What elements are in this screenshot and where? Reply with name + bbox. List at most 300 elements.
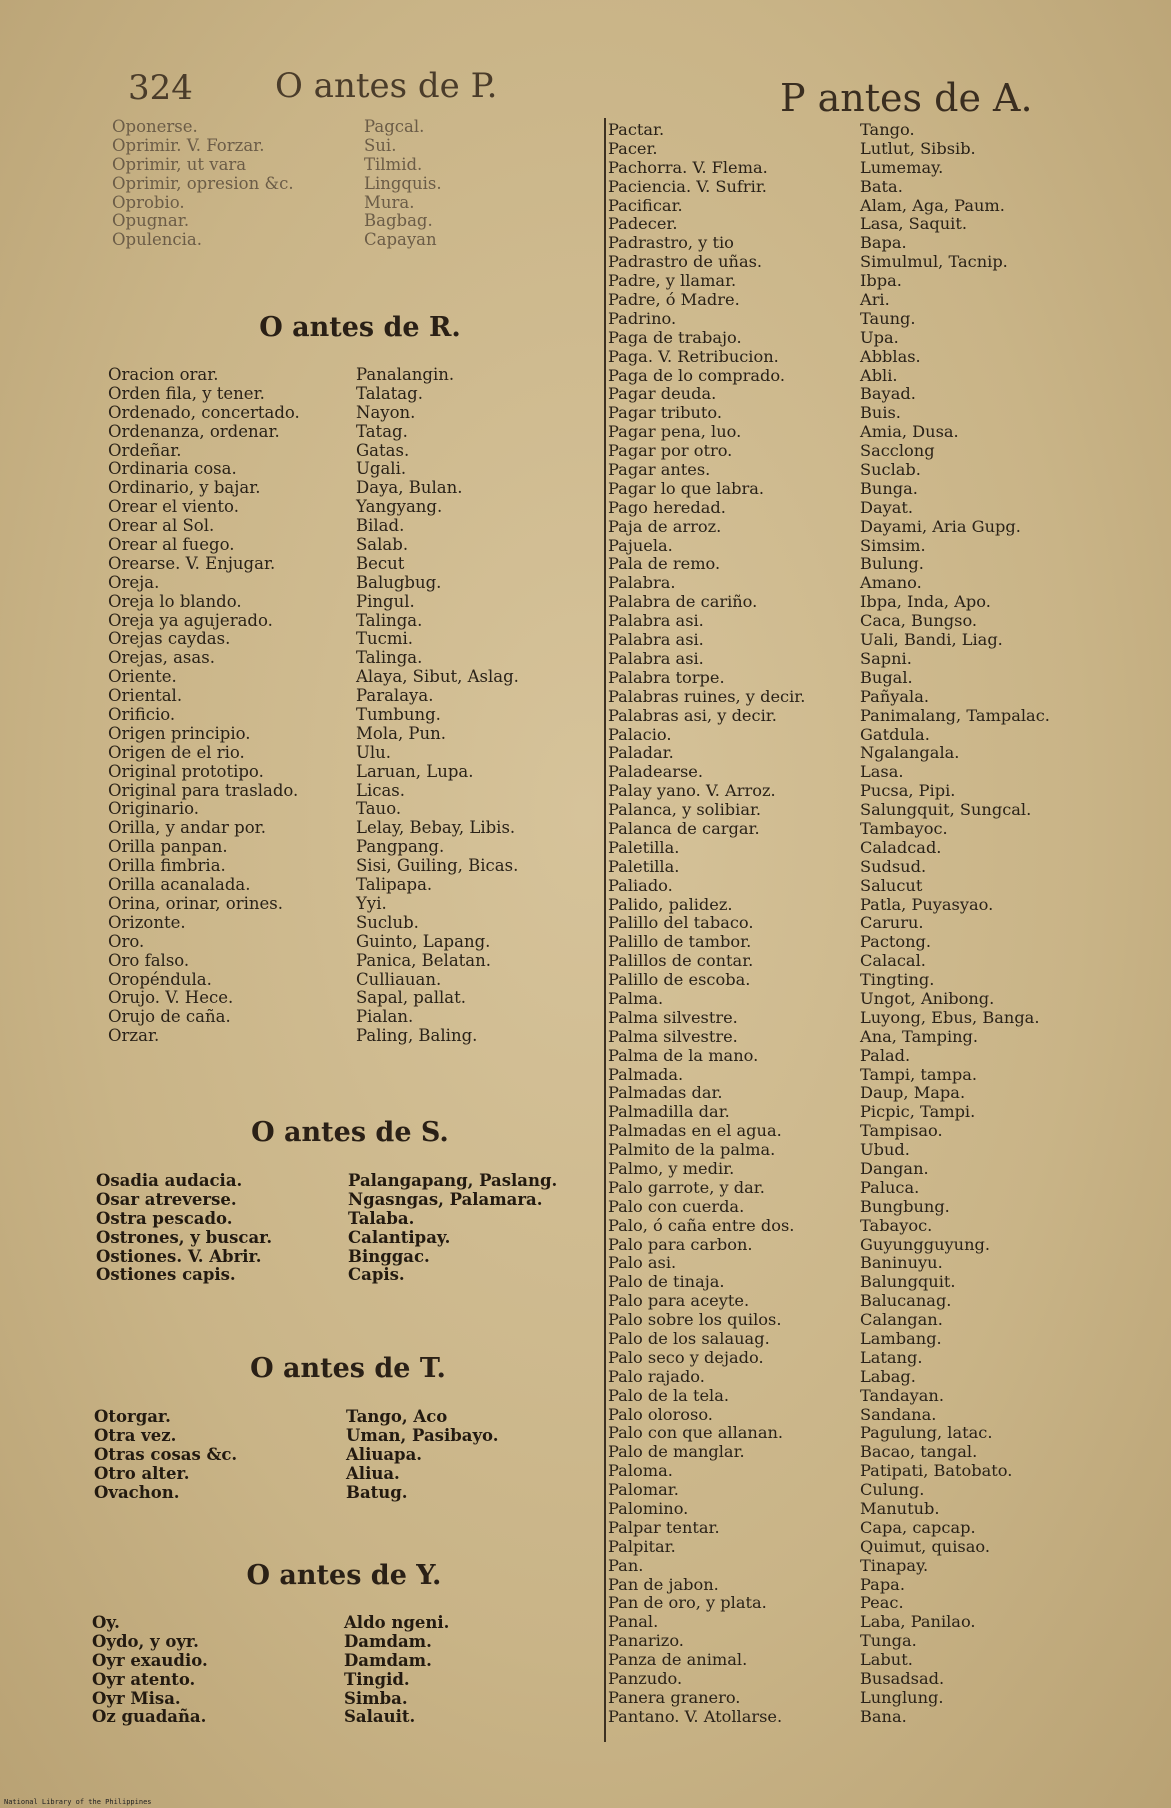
pampango-translation: Aliuapa.: [346, 1444, 422, 1464]
pampango-translation: Tumbung.: [356, 705, 441, 725]
entry-row: [108, 479, 519, 498]
pampango-translation: Caladcad.: [860, 837, 942, 857]
spanish-term: Palmadilla dar.: [608, 1102, 730, 1122]
spanish-term: Oprimir, opresion &c.: [112, 173, 294, 193]
entry-row: [608, 990, 1050, 1009]
pampango-translation: Caca, Bungso.: [860, 611, 978, 631]
pampango-translation: Amia, Dusa.: [860, 422, 959, 442]
pampango-translation: Culung.: [860, 1480, 925, 1500]
spanish-term: Palo rajado.: [608, 1366, 705, 1386]
spanish-term: Pago heredad.: [608, 497, 726, 517]
spanish-term: Pagar pena, luo.: [608, 422, 742, 442]
pampango-translation: Ana, Tamping.: [860, 1026, 979, 1046]
spanish-term: Paga de lo comprado.: [608, 365, 786, 385]
pampango-translation: Bapa.: [860, 233, 907, 253]
spanish-term: Palabra torpe.: [608, 667, 725, 687]
spanish-term: Paja de arroz.: [608, 516, 722, 536]
spanish-term: Pacificar.: [608, 195, 683, 215]
entry-row: [108, 763, 519, 782]
entry-row: [108, 517, 519, 536]
list-o-t: [94, 1408, 499, 1502]
pampango-translation: Abli.: [860, 365, 898, 385]
entry-row: [108, 725, 519, 744]
spanish-term: Oz guadaña.: [92, 1707, 207, 1727]
pampango-translation: Guyungguyung.: [860, 1234, 991, 1254]
spanish-term: Padecer.: [608, 214, 678, 234]
pampango-translation: Ibpa, Inda, Apo.: [860, 592, 991, 612]
entry-row: [108, 423, 519, 442]
spanish-term: Paletilla.: [608, 837, 680, 857]
spanish-term: Palay yano. V. Arroz.: [608, 781, 776, 801]
pampango-translation: Tunga.: [860, 1631, 917, 1651]
entry-row: [608, 1538, 1050, 1557]
pampango-translation: Panimalang, Tampalac.: [860, 705, 1050, 725]
pampango-translation: Laruan, Lupa.: [356, 761, 474, 781]
spanish-term: Oyr exaudio.: [92, 1650, 208, 1670]
entry-row: [92, 1708, 449, 1727]
spanish-term: Oreja lo blando.: [108, 591, 242, 611]
column-divider: [604, 118, 606, 1742]
spanish-term: Palabras ruines, y decir.: [608, 686, 806, 706]
pampango-translation: Balungquit.: [860, 1272, 956, 1292]
spanish-term: Palo con que allanan.: [608, 1423, 784, 1443]
pampango-translation: Lumemay.: [860, 157, 944, 177]
entry-row: [108, 971, 519, 990]
spanish-term: Orilla fimbria.: [108, 856, 226, 876]
spanish-term: Palo seco y dejado.: [608, 1347, 764, 1367]
pampango-translation: Capayan: [364, 230, 437, 250]
spanish-term: Oprimir, ut vara: [112, 154, 247, 174]
pampango-translation: Busadsad.: [860, 1669, 945, 1689]
spanish-term: Otra vez.: [94, 1425, 177, 1445]
entry-row: [608, 367, 1050, 386]
spanish-term: Pachorra. V. Flema.: [608, 157, 768, 177]
pampango-translation: Licas.: [356, 780, 406, 800]
pampango-translation: Quimut, quisao.: [860, 1536, 990, 1556]
entry-row: [608, 1462, 1050, 1481]
entry-row: [108, 555, 519, 574]
entry-row: [608, 1103, 1050, 1122]
pampango-translation: Yyi.: [356, 893, 387, 913]
spanish-term: Oreja ya agujerado.: [108, 610, 273, 630]
entry-row: [96, 1229, 557, 1248]
pampango-translation: Tauo.: [356, 799, 402, 819]
pampango-translation: Dayami, Aria Gupg.: [860, 516, 1021, 536]
spanish-term: Padre, ó Madre.: [608, 290, 740, 310]
pampango-translation: Ungot, Anibong.: [860, 988, 995, 1008]
pampango-translation: Uali, Bandi, Liag.: [860, 630, 1003, 650]
spanish-term: Palmada.: [608, 1064, 684, 1084]
pampango-translation: Simsim.: [860, 535, 926, 555]
entry-row: [108, 630, 519, 649]
spanish-term: Paloma.: [608, 1461, 673, 1481]
pampango-translation: Calangan.: [860, 1310, 943, 1330]
pampango-translation: Simulmul, Tacnip.: [860, 252, 1008, 272]
pampango-translation: Nayon.: [356, 402, 416, 422]
spanish-term: Padrastro, y tio: [608, 233, 734, 253]
entry-row: [608, 121, 1050, 140]
pampango-translation: Salauit.: [344, 1707, 416, 1727]
spanish-term: Palma silvestre.: [608, 1026, 738, 1046]
spanish-term: Palmadas dar.: [608, 1083, 723, 1103]
entry-row: [608, 1179, 1050, 1198]
pampango-translation: Mura.: [364, 192, 415, 212]
spanish-term: Ordenanza, ordenar.: [108, 421, 280, 441]
entry-row: [608, 1443, 1050, 1462]
pampango-translation: Sapni.: [860, 648, 912, 668]
entry-row: [608, 461, 1050, 480]
entry-row: [96, 1191, 557, 1210]
pampango-translation: Damdam.: [344, 1650, 432, 1670]
pampango-translation: Palad.: [860, 1045, 911, 1065]
pampango-translation: Aliua.: [346, 1463, 400, 1483]
spanish-term: Panzudo.: [608, 1669, 683, 1689]
pampango-translation: Tinapay.: [860, 1555, 929, 1575]
spanish-term: Palabra asi.: [608, 630, 704, 650]
pampango-translation: Panalangin.: [356, 365, 455, 384]
pampango-translation: Paling, Baling.: [356, 1026, 478, 1046]
pampango-translation: Damdam.: [344, 1631, 432, 1651]
pampango-translation: Tingid.: [344, 1669, 410, 1689]
entry-row: [108, 706, 519, 725]
entry-row: [92, 1652, 449, 1671]
entry-row: [92, 1633, 449, 1652]
entry-row: [608, 480, 1050, 499]
spanish-term: Osar atreverse.: [96, 1189, 237, 1209]
entry-row: [608, 499, 1050, 518]
spanish-term: Orear al Sol.: [108, 516, 215, 536]
pampango-translation: Lasa.: [860, 762, 904, 782]
spanish-term: Panarizo.: [608, 1631, 684, 1651]
entry-row: [94, 1408, 499, 1427]
spanish-term: Palabra asi.: [608, 648, 704, 668]
pampango-translation: Talinga.: [356, 610, 423, 630]
entry-row: [608, 253, 1050, 272]
spanish-term: Pagar por otro.: [608, 441, 733, 461]
spanish-term: Oyr Misa.: [92, 1688, 181, 1708]
spanish-term: Orear el viento.: [108, 497, 239, 517]
spanish-term: Pagar antes.: [608, 460, 711, 480]
entry-row: [608, 744, 1050, 763]
spanish-term: Oriental.: [108, 686, 183, 706]
entry-row: [608, 1613, 1050, 1632]
entry-row: [108, 838, 519, 857]
entry-row: [108, 895, 519, 914]
pampango-translation: Lelay, Bebay, Libis.: [356, 818, 516, 838]
entry-row: [608, 1254, 1050, 1273]
spanish-term: Palo sobre los quilos.: [608, 1310, 782, 1330]
spanish-term: Paga. V. Retribucion.: [608, 346, 779, 366]
pampango-translation: Labut.: [860, 1650, 913, 1670]
entry-row: [608, 1028, 1050, 1047]
spanish-term: Oy.: [92, 1613, 120, 1632]
entry-row: [608, 215, 1050, 234]
entry-row: [608, 1349, 1050, 1368]
pampango-translation: Tucmi.: [356, 629, 414, 649]
spanish-term: Palabra.: [608, 573, 676, 593]
pampango-translation: Capa, capcap.: [860, 1517, 976, 1537]
spanish-term: Origen principio.: [108, 723, 251, 743]
pampango-translation: Daya, Bulan.: [356, 478, 463, 498]
pampango-translation: Patla, Puyasyao.: [860, 894, 994, 914]
pampango-translation: Ulu.: [356, 742, 392, 762]
section-title-o-y: O antes de Y.: [246, 1560, 442, 1591]
spanish-term: Oropéndula.: [108, 969, 212, 989]
entry-row: [608, 1651, 1050, 1670]
spanish-term: Palomar.: [608, 1480, 679, 1500]
pampango-translation: Sudsud.: [860, 856, 927, 876]
spanish-term: Ostra pescado.: [96, 1208, 233, 1228]
pampango-translation: Balugbug.: [356, 572, 442, 592]
section-title-o-s: O antes de S.: [251, 1117, 449, 1148]
pampango-translation: Calacal.: [860, 951, 926, 971]
entry-row: [608, 1311, 1050, 1330]
spanish-term: Pan.: [608, 1555, 644, 1575]
pampango-translation: Buis.: [860, 403, 901, 423]
entry-row: [108, 1027, 519, 1046]
pampango-translation: Becut: [356, 553, 405, 573]
pampango-translation: Bayad.: [860, 384, 916, 404]
entry-row: [608, 442, 1050, 461]
spanish-term: Palma.: [608, 988, 664, 1008]
spanish-term: Palo oloroso.: [608, 1404, 713, 1424]
spanish-term: Palmo, y medir.: [608, 1158, 735, 1178]
section-title-o-t: O antes de T.: [250, 1353, 446, 1384]
entry-row: [608, 329, 1050, 348]
pampango-translation: Labag.: [860, 1366, 916, 1386]
entry-row: [608, 1406, 1050, 1425]
entry-row: [96, 1266, 557, 1285]
spanish-term: Palpitar.: [608, 1536, 676, 1556]
entry-row: [608, 310, 1050, 329]
pampango-translation: Bunga.: [860, 478, 918, 498]
pampango-translation: Tabayoc.: [860, 1215, 933, 1235]
entry-row: [608, 971, 1050, 990]
entry-row: [608, 1576, 1050, 1595]
spanish-term: Oprobio.: [112, 192, 185, 212]
entry-row: [608, 1708, 1050, 1727]
pampango-translation: Sisi, Guiling, Bicas.: [356, 856, 519, 876]
pampango-translation: Sacclong: [860, 441, 935, 461]
pampango-translation: Sapal, pallat.: [356, 988, 466, 1008]
entry-row: [108, 593, 519, 612]
entry-row: [108, 649, 519, 668]
entry-row: [608, 197, 1050, 216]
spanish-term: Ordeñar.: [108, 440, 182, 460]
entry-row: [608, 782, 1050, 801]
entry-row: [112, 175, 442, 194]
entry-row: [96, 1248, 557, 1267]
entry-row: [608, 518, 1050, 537]
pampango-translation: Ngasngas, Palamara.: [348, 1189, 543, 1209]
entry-row: [108, 819, 519, 838]
entry-row: [108, 442, 519, 461]
entry-row: [608, 801, 1050, 820]
entry-row: [608, 650, 1050, 669]
entry-row: [608, 178, 1050, 197]
entry-row: [608, 1557, 1050, 1576]
entry-row: [94, 1484, 499, 1503]
pampango-translation: Pactong.: [860, 932, 932, 952]
section-title-o-r: O antes de R.: [259, 312, 461, 343]
pampango-translation: Laba, Panilao.: [860, 1612, 976, 1632]
spanish-term: Palabra de cariño.: [608, 592, 758, 612]
pampango-translation: Uman, Pasibayo.: [346, 1425, 499, 1445]
list-o-p: [112, 118, 442, 250]
pampango-translation: Latang.: [860, 1347, 923, 1367]
spanish-term: Otro alter.: [94, 1463, 190, 1483]
spanish-term: Panal.: [608, 1612, 659, 1632]
spanish-term: Palido, palidez.: [608, 894, 733, 914]
spanish-term: Orizonte.: [108, 912, 186, 932]
spanish-term: Orejas caydas.: [108, 629, 231, 649]
spanish-term: Ordenado, concertado.: [108, 402, 300, 422]
spanish-term: Paladearse.: [608, 762, 704, 782]
pampango-translation: Tambayoc.: [860, 818, 948, 838]
entry-row: [112, 212, 442, 231]
entry-row: [608, 933, 1050, 952]
spanish-term: Palo con cuerda.: [608, 1196, 745, 1216]
pampango-translation: Bata.: [860, 176, 903, 196]
spanish-term: Ordinaria cosa.: [108, 459, 237, 479]
pampango-translation: Manutub.: [860, 1499, 940, 1519]
spanish-term: Oro.: [108, 931, 145, 951]
spanish-term: Paciencia. V. Sufrir.: [608, 176, 767, 196]
entry-row: [608, 688, 1050, 707]
spanish-term: Oponerse.: [112, 117, 198, 136]
entry-row: [92, 1690, 449, 1709]
pampango-translation: Peac.: [860, 1593, 904, 1613]
pampango-translation: Salab.: [356, 535, 409, 555]
spanish-term: Pactar.: [608, 120, 665, 139]
spanish-term: Palomino.: [608, 1499, 689, 1519]
entry-row: [608, 1387, 1050, 1406]
spanish-term: Originario.: [108, 799, 200, 819]
spanish-term: Palpar tentar.: [608, 1517, 720, 1537]
entry-row: [96, 1210, 557, 1229]
entry-row: [608, 1009, 1050, 1028]
entry-row: [108, 366, 519, 385]
entry-row: [108, 385, 519, 404]
spanish-term: Palabra asi.: [608, 611, 704, 631]
entry-row: [608, 896, 1050, 915]
spanish-term: Pagar tributo.: [608, 403, 723, 423]
pampango-translation: Bungbung.: [860, 1196, 950, 1216]
spanish-term: Orificio.: [108, 705, 176, 725]
spanish-term: Padrastro de uñas.: [608, 252, 763, 272]
entry-row: [608, 1330, 1050, 1349]
entry-row: [608, 159, 1050, 178]
pampango-translation: Panica, Belatan.: [356, 950, 492, 970]
entry-row: [608, 234, 1050, 253]
entry-row: [96, 1172, 557, 1191]
pampango-translation: Pagcal.: [364, 117, 425, 136]
spanish-term: Paletilla.: [608, 856, 680, 876]
entry-row: [108, 857, 519, 876]
entry-row: [608, 593, 1050, 612]
entry-row: [108, 687, 519, 706]
spanish-term: Padre, y llamar.: [608, 271, 737, 291]
spanish-term: Ostiones capis.: [96, 1265, 236, 1285]
entry-row: [608, 631, 1050, 650]
pampango-translation: Gatdula.: [860, 724, 930, 744]
pampango-translation: Bana.: [860, 1706, 907, 1726]
pampango-translation: Tandayan.: [860, 1385, 944, 1405]
entry-row: [108, 612, 519, 631]
spanish-term: Palo garrote, y dar.: [608, 1177, 765, 1197]
pampango-translation: Ugali.: [356, 459, 407, 479]
entry-row: [608, 1500, 1050, 1519]
entry-row: [108, 914, 519, 933]
entry-row: [108, 989, 519, 1008]
entry-row: [608, 423, 1050, 442]
entry-row: [608, 291, 1050, 310]
pampango-translation: Tatag.: [356, 421, 408, 441]
entry-row: [108, 574, 519, 593]
pampango-translation: Paluca.: [860, 1177, 920, 1197]
pampango-translation: Caruru.: [860, 913, 924, 933]
entry-row: [608, 839, 1050, 858]
pampango-translation: Lingquis.: [364, 173, 442, 193]
pampango-translation: Pucsa, Pipi.: [860, 781, 956, 801]
spanish-term: Palma silvestre.: [608, 1007, 738, 1027]
spanish-term: Pacer.: [608, 138, 658, 158]
pampango-translation: Talipapa.: [356, 875, 433, 895]
spanish-term: Panza de animal.: [608, 1650, 748, 1670]
pampango-translation: Pañyala.: [860, 686, 930, 706]
pampango-translation: Tilmid.: [364, 154, 423, 174]
spanish-term: Palabras asi, y decir.: [608, 705, 777, 725]
pampango-translation: Mola, Pun.: [356, 723, 447, 743]
list-o-r: [108, 366, 519, 1046]
entry-row: [608, 1519, 1050, 1538]
pampango-translation: Amano.: [860, 573, 922, 593]
entry-row: [112, 137, 442, 156]
spanish-term: Palo para carbon.: [608, 1234, 753, 1254]
pampango-translation: Bilad.: [356, 516, 405, 536]
spanish-term: Osadia audacia.: [96, 1171, 243, 1190]
pampango-translation: Sui.: [364, 135, 397, 155]
pampango-translation: Pangpang.: [356, 837, 445, 857]
spanish-term: Palanca de cargar.: [608, 818, 760, 838]
pampango-translation: Bulung.: [860, 554, 924, 574]
list-p-a: [608, 121, 1050, 1727]
pampango-translation: Taung.: [860, 308, 916, 328]
pampango-translation: Lutlut, Sibsib.: [860, 138, 976, 158]
spanish-term: Palillo de tambor.: [608, 932, 752, 952]
entry-row: [608, 707, 1050, 726]
entry-row: [608, 1160, 1050, 1179]
spanish-term: Orear al fuego.: [108, 535, 235, 555]
list-o-s: [96, 1172, 557, 1285]
spanish-term: Orzar.: [108, 1026, 160, 1046]
entry-row: [92, 1614, 449, 1633]
entry-row: [608, 555, 1050, 574]
entry-row: [608, 272, 1050, 291]
spanish-term: Pantano. V. Atollarse.: [608, 1706, 783, 1726]
entry-row: [94, 1465, 499, 1484]
entry-row: [608, 1424, 1050, 1443]
spanish-term: Orilla, y andar por.: [108, 818, 266, 838]
pampango-translation: Daup, Mapa.: [860, 1083, 966, 1103]
entry-row: [112, 118, 442, 137]
entry-row: [108, 498, 519, 517]
page-number: 324: [128, 68, 193, 108]
spanish-term: Orilla panpan.: [108, 837, 228, 857]
spanish-term: Oydo, y oyr.: [92, 1631, 199, 1651]
pampango-translation: Talatag.: [356, 383, 423, 403]
pampango-translation: Simba.: [344, 1688, 408, 1708]
